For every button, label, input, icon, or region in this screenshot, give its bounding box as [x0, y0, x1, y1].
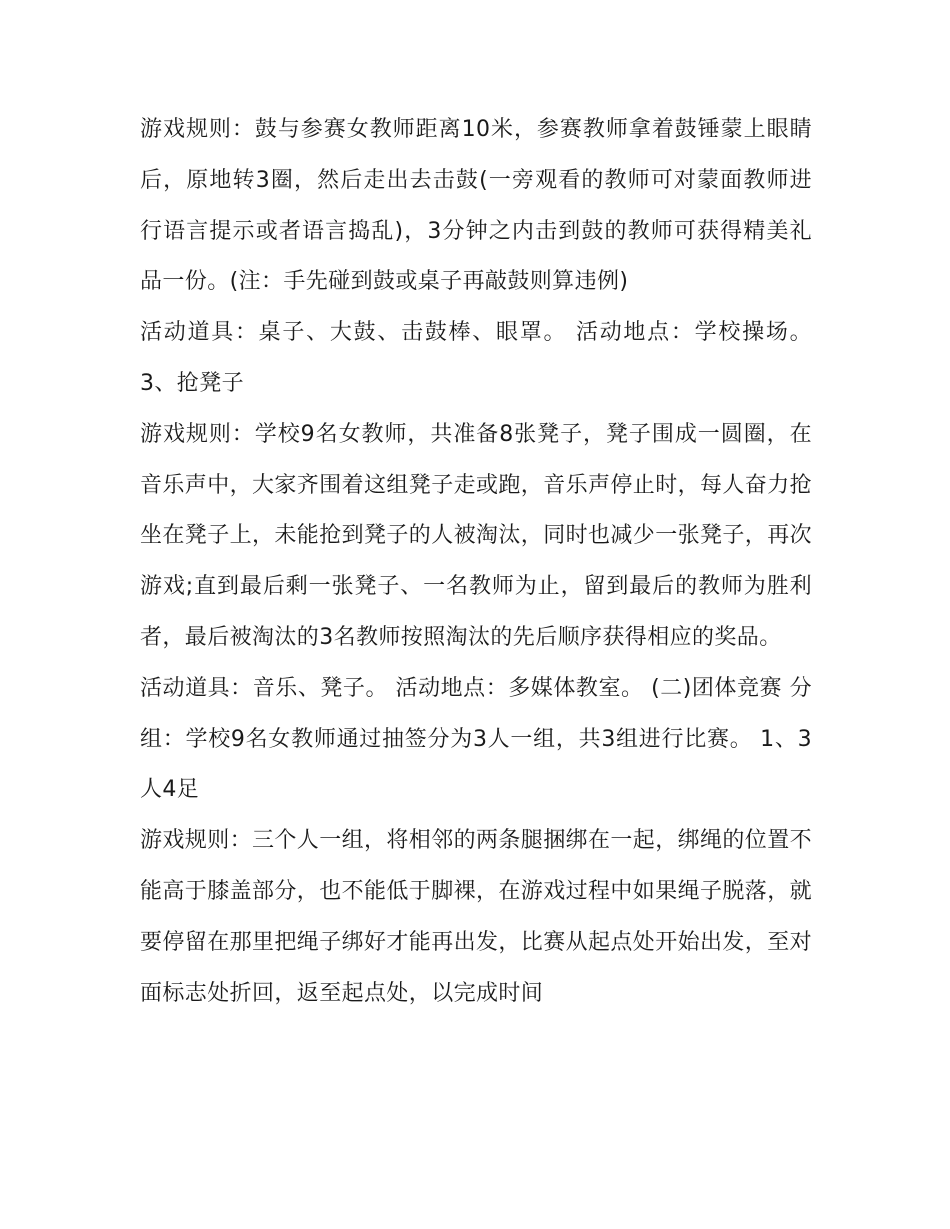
paragraph-chair-rules: 游戏规则：学校9名女教师，共准备8张凳子，凳子围成一圆圈，在音乐声中，大家齐围着这组凳子走或跑，音乐声停止时，每人奋力抢坐在凳子上，未能抢到凳子的人被淘汰，同时也减少一张凳子，再次游戏;直到最后剩一张凳子、一名教师为止，留到最后的教师为胜利者，最后被淘汰的3名教师按照淘汰的先后顺序获得相应的奖品。 — [140, 421, 813, 650]
paragraph-drum-props: 活动道具：桌子、大鼓、击鼓棒、眼罩。 活动地点：学校操场。 3、抢凳子 — [140, 320, 812, 396]
paragraph-three-legged-rules: 游戏规则：三个人一组，将相邻的两条腿捆绑在一起，绑绳的位置不能高于膝盖部分，也不能低于脚裸，在游戏过程中如果绳子脱落，就要停留在那里把绳子绑好才能再出发，比赛从起点处开始出发，至对面标志处折回，返至起点处，以完成时间 — [140, 828, 813, 1006]
document-body — [140, 105, 812, 1019]
paragraph-drum-rules: 游戏规则：鼓与参赛女教师距离10米，参赛教师拿着鼓锤蒙上眼睛后，原地转3圈，然后走出去击鼓(一旁观看的教师可对蒙面教师进行语言提示或者语言捣乱)，3分钟之内击到鼓的教师可获得精美礼品一份。(注：手先碰到鼓或桌子再敲鼓则算违例) — [140, 117, 812, 295]
paragraph-chair-props: 活动道具：音乐、凳子。 活动地点：多媒体教室。 (二)团体竞赛 分组：学校9名女教师通过抽签分为3人一组，共3组进行比赛。 1、3人4足 — [140, 675, 812, 803]
